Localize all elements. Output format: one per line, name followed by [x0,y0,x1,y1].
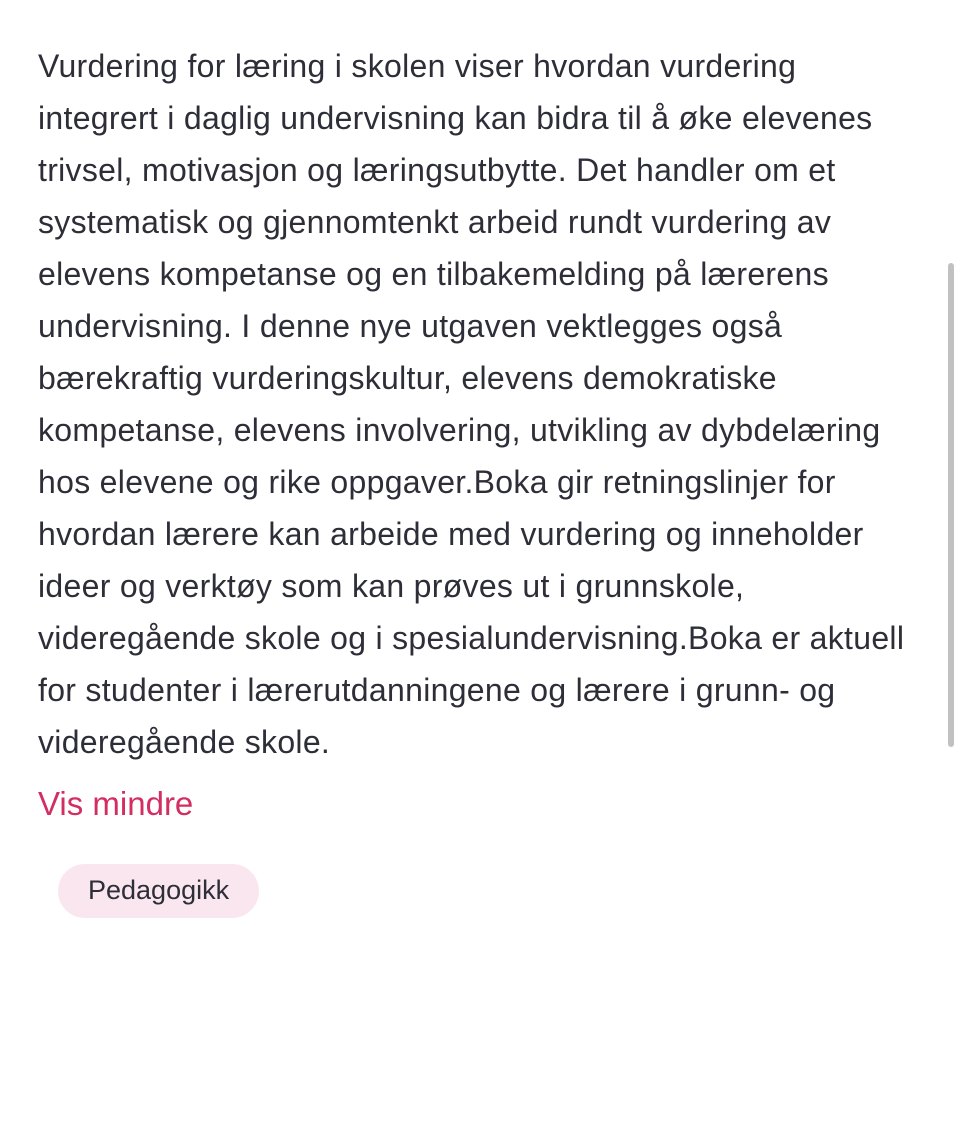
show-less-link[interactable]: Vis mindre [38,785,194,822]
category-badge-row [38,864,924,918]
scrollbar-track [946,0,960,1139]
scrollbar-thumb[interactable] [948,263,954,747]
category-badge[interactable]: Pedagogikk [58,864,259,918]
book-description-text: Vurdering for læring i skolen viser hvordan vurdering integrert i daglig undervisning kan bidra til å øke elevenes trivsel, motivasjon og læringsutbytte. Det handler om et systematisk og gjennomtenkt arbeid rundt vurdering av elevens kompetanse og en tilbakemelding på lærerens undervisning. I denne nye utgaven vektlegges også bærekraftig vurderingskultur, elevens demokratiske kompetanse, elevens involvering, utvikling av dybdelæring hos elevene og rike oppgaver.Boka gir retningslinjer for hvordan lærere kan arbeide med vurdering og inneholder ideer og verktøy som kan prøves ut i grunnskole, videregående skole og i spesialundervisning.Boka er aktuell for studenter i lærerutdanningene og lærere i grunn- og videregående skole. [38,48,905,760]
